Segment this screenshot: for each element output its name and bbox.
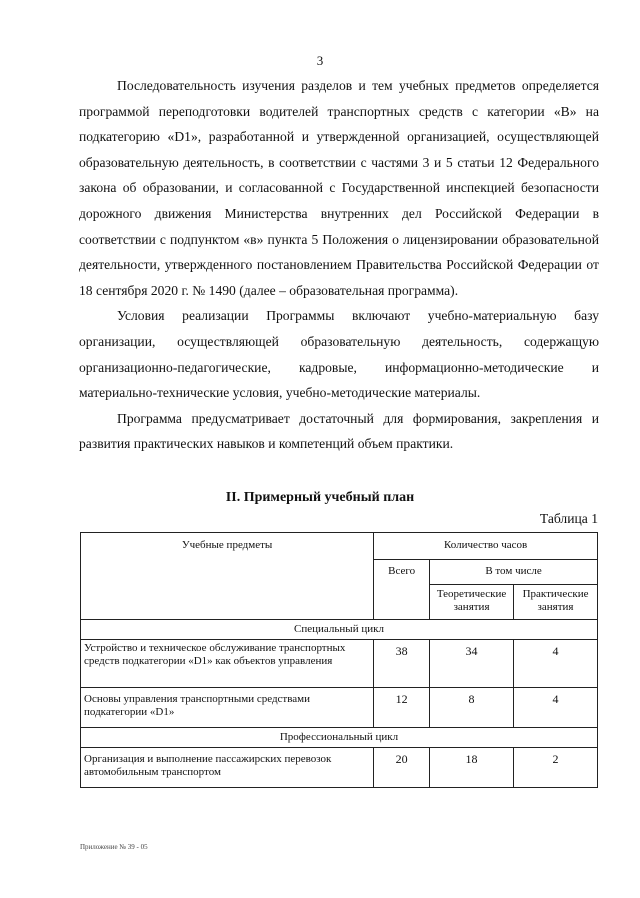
total-cell: 12 — [374, 688, 430, 728]
theory-cell: 34 — [430, 640, 514, 688]
table-row — [81, 748, 598, 788]
total-cell: 38 — [374, 640, 430, 688]
curriculum-table — [80, 532, 598, 788]
header-theory: Теоретические занятия — [430, 585, 514, 620]
footer-note: Приложение № 39 - 05 — [80, 843, 148, 851]
table-label: Таблица 1 — [539, 511, 598, 526]
page-number: 3 — [316, 53, 324, 68]
subject-cell: Устройство и техническое обслуживание транспортных средств подкатегории «D1» как объектов управления — [81, 640, 374, 688]
subject-cell: Основы управления транспортными средствами подкатегории «D1» — [81, 688, 374, 728]
table-header-row — [81, 533, 598, 560]
subject-cell: Организация и выполнение пассажирских перевозок автомобильным транспортом — [81, 748, 374, 788]
header-practice: Практические занятия — [514, 585, 598, 620]
header-subjects: Учебные предметы — [81, 533, 374, 620]
table-row — [81, 640, 598, 688]
practice-cell: 4 — [514, 640, 598, 688]
cycle-title: Профессиональный цикл — [81, 728, 598, 748]
theory-cell: 8 — [430, 688, 514, 728]
header-hours: Количество часов — [374, 533, 598, 560]
cycle-row — [81, 728, 598, 748]
table-row — [81, 688, 598, 728]
paragraph: Программа предусматривает достаточный для формирования, закрепления и развития практических навыков и компетенций объем практики. — [79, 410, 599, 452]
practice-cell: 2 — [514, 748, 598, 788]
cycle-title: Специальный цикл — [81, 620, 598, 640]
theory-cell: 18 — [430, 748, 514, 788]
paragraph: Последовательность изучения разделов и тем учебных предметов определяется программой переподготовки водителей транспортных средств с категории «B» на подкатегорию «D1», разработанной и утвержденной организацией, осуществляющей образовательную деятельность, в соответствии с частями 3 и 5 статьи 12 Федерального закона об образовании, и согласованной с Государственной инспекцией безопасности дорожного движения Министерства внутренних дел Российской Федерации в соответствии с подпунктом «в» пункта 5 Положения о лицензировании образовательной деятельности, утвержденного постановлением Правительства Российской Федерации от 18 сентября 2020 г. № 1490 (далее – образовательная программа). — [79, 78, 599, 298]
cycle-row — [81, 620, 598, 640]
total-cell: 20 — [374, 748, 430, 788]
header-including: В том числе — [430, 560, 598, 585]
header-total: Всего — [374, 560, 430, 620]
paragraph: Условия реализации Программы включают учебно-материальную базу организации, осуществляющей образовательную деятельность, содержащую организационно-педагогические, кадровые, информационно-методические и материально-технические условия, учебно-методические материалы. — [79, 308, 599, 401]
body-text — [79, 73, 599, 457]
practice-cell: 4 — [514, 688, 598, 728]
section-title: II. Примерный учебный план — [225, 490, 415, 505]
